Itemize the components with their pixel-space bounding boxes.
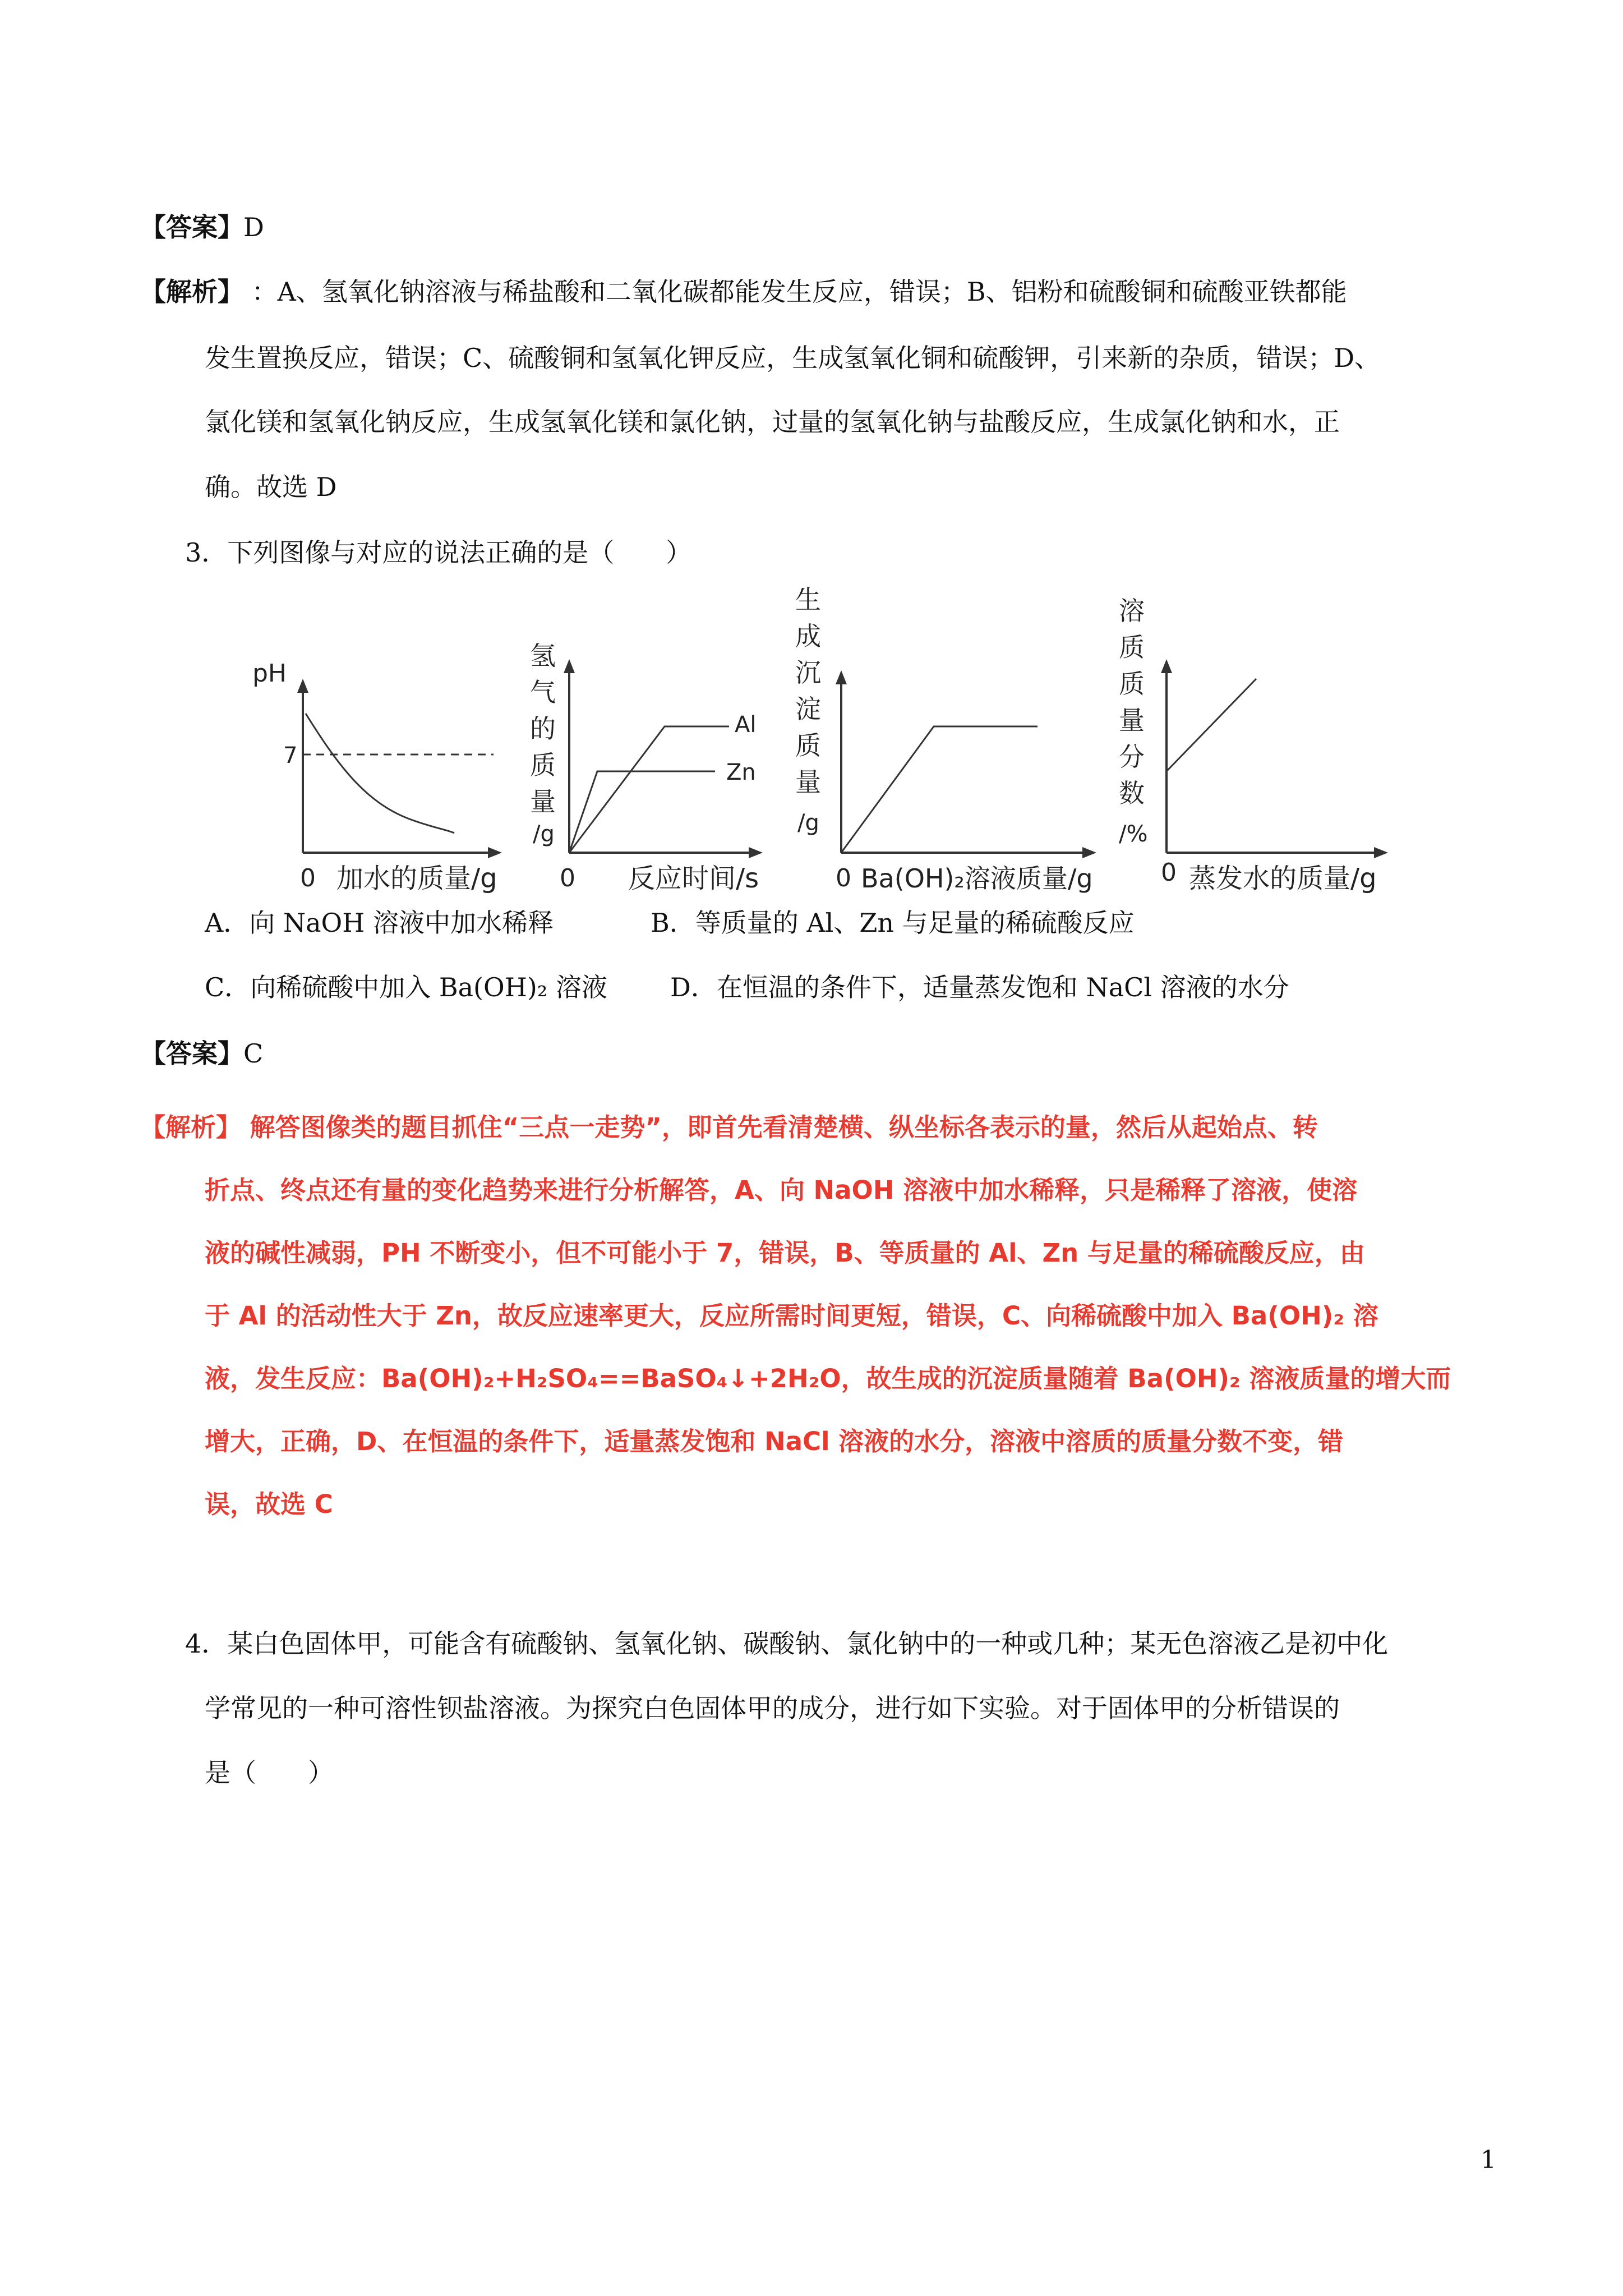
graph-b-ylabel [530,641,556,847]
graph-b-xlabel: 反应时间/s [628,863,759,894]
svg-text:的: 的 [530,714,556,744]
svg-text:生: 生 [795,585,821,615]
q3-answer [140,1037,263,1070]
graph-a-origin: 0 [300,864,316,892]
prev-analysis-line-2: 氯化镁和氢氧化钠反应，生成氢氧化镁和氯化钠，过量的氢氧化钠与盐酸反应，生成氯化钠和水，正 [205,407,1340,437]
answer-value: D [243,212,264,242]
graph-b-series-al [569,726,729,853]
q3-option-a: A．向 NaOH 溶液中加水稀释 [205,908,554,938]
q3-analysis-line-1: 折点、终点还有量的变化趋势来进行分析解答，A、向 NaOH 溶液中加水稀释，只是稀释了溶液，使溶 [205,1175,1358,1205]
q3-analysis-line-2: 液的碱性减弱，PH 不断变小，但不可能小于 7，错误，B、等质量的 Al、Zn 与足量的稀硫酸反应，由 [205,1238,1365,1268]
q4-line-2: 是（ ） [205,1757,334,1788]
q3-analysis-line-5: 增大，正确，D、在恒温的条件下，适量蒸发饱和 NaCl 溶液的水分，溶液中溶质的质量分数不变，错 [205,1427,1344,1456]
svg-text:量: 量 [1119,705,1145,735]
graph-d-ylabel [1119,596,1147,847]
q3-analysis-line-0: 【解析】 解答图像类的题目抓住“三点一走势”，即首先看清楚横、纵坐标各表示的量，然后从起始点、转 [140,1112,1318,1142]
svg-text:分: 分 [1119,742,1145,772]
graph-d-series [1166,679,1256,771]
graph-c-ylabel [795,585,821,836]
q3-stem: 3．下列图像与对应的说法正确的是（ ） [185,537,692,568]
q3-analysis-line-6: 误，故选 C [205,1489,333,1519]
graph-a-ref-label: 7 [283,743,298,769]
graph-d-origin: 0 [1161,858,1177,887]
graph-a-ylabel: pH [252,659,287,688]
prev-analysis-line-1: 发生置换反应，错误；C、硫酸铜和氢氧化钾反应，生成氢氧化铜和硫酸钾，引来新的杂质，错误；D、 [205,343,1381,373]
svg-text:淀: 淀 [795,694,821,724]
svg-text:质: 质 [530,750,556,780]
graph-b [564,659,763,858]
q4-line-1: 学常见的一种可溶性钡盐溶液。为探究白色固体甲的成分，进行如下实验。对于固体甲的分析错误的 [205,1693,1340,1723]
graph-a-curve [306,714,454,833]
svg-text:气: 气 [530,677,556,707]
svg-text:量: 量 [530,786,556,817]
svg-text:/g: /g [797,810,819,836]
graph-c [836,670,1096,858]
svg-text:质: 质 [1119,632,1145,662]
graph-a-x-arrow [488,847,502,858]
answer-value: C [243,1038,264,1069]
q3-analysis-line-3: 于 Al 的活动性大于 Zn，故反应速率更大，反应所需时间更短，错误，C、向稀硫酸中加入 Ba(OH)₂ 溶 [205,1301,1378,1331]
svg-text:成: 成 [795,621,821,651]
graph-a-y-arrow [297,679,308,693]
q3-option-c: C．向稀硫酸中加入 Ba(OH)₂ 溶液 [205,972,607,1002]
graph-c-series [841,726,1038,853]
graph-a-xlabel: 加水的质量/g [336,863,497,894]
q4-line-0: 4．某白色固体甲，可能含有硫酸钠、氢氧化钠、碳酸钠、氯化钠中的一种或几种；某无色溶液乙是初中化 [185,1628,1389,1659]
analysis-label: 【解析】 [140,277,243,307]
svg-text:量: 量 [795,767,821,797]
page-number: 1 [1481,2146,1496,2174]
q3-option-b: B．等质量的 Al、Zn 与足量的稀硫酸反应 [651,908,1135,938]
graph-d [1161,659,1388,858]
graph-b-series-zn [569,771,715,853]
graph-b-label-al: Al [735,712,757,738]
svg-text:质: 质 [795,730,821,761]
svg-text:沉: 沉 [795,657,821,688]
graph-c-origin: 0 [836,864,851,892]
q3-graphs [0,583,1623,931]
svg-text:数: 数 [1119,778,1145,808]
graph-d-xlabel: 蒸发水的质量/g [1189,863,1377,894]
graph-b-label-zn: Zn [726,760,756,785]
q3-analysis-line-4: 液，发生反应：Ba(OH)₂+H₂SO₄==BaSO₄↓+2H₂O，故生成的沉淀质量随着 Ba(OH)₂ 溶液质量的增大而 [205,1364,1451,1393]
answer-label: 【答案】 [140,1038,243,1069]
svg-text:氢: 氢 [530,641,556,671]
prev-answer [140,210,264,244]
answer-label: 【答案】 [140,212,243,242]
graph-a [297,679,502,858]
q3-option-d: D．在恒温的条件下，适量蒸发饱和 NaCl 溶液的水分 [670,972,1289,1002]
svg-text:/g: /g [533,821,555,847]
prev-analysis-line-0: 【解析】 ：A、氢氧化钠溶液与稀盐酸和二氧化碳都能发生反应，错误；B、铝粉和硫酸铜和硫酸亚铁都能 [140,277,1347,307]
svg-text:质: 质 [1119,669,1145,699]
svg-text:溶: 溶 [1119,596,1145,626]
graph-c-xlabel: Ba(OH)₂溶液质量/g [861,863,1093,894]
analysis-label: 【解析】 [140,1112,242,1142]
graph-b-origin: 0 [560,864,575,892]
svg-text:/%: /% [1119,821,1148,847]
prev-analysis-line-3: 确。故选 D [205,472,337,502]
